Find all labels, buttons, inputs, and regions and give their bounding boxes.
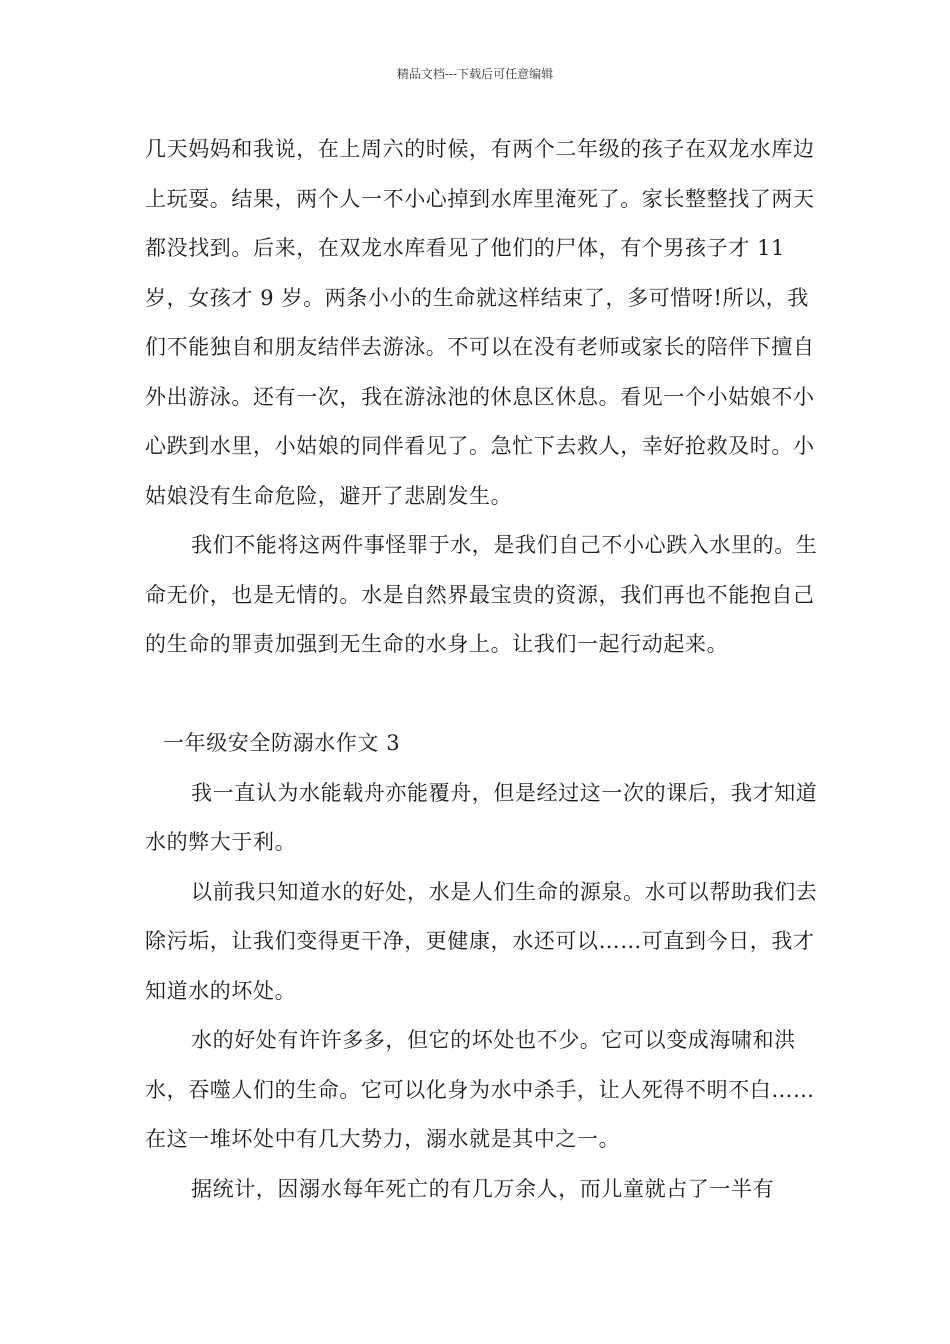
section-paragraph-3: 水的好处有许许多多，但它的坏处也不少。它可以变成海啸和洪水，吞噬人们的生命。它可以化身为水中杀手，让人死得不明不白……在这一堆坏处中有几大势力，溺水就是其中之一。 bbox=[145, 1028, 815, 1151]
document-body bbox=[145, 125, 825, 1214]
section-paragraph-4: 据统计，因溺水每年死亡的有几万余人，而儿童就占了一半有 bbox=[191, 1176, 775, 1201]
paragraph-1: 几天妈妈和我说，在上周六的时候，有两个二年级的孩子在双龙水库边上玩耍。结果，两个人一不小心掉到水库里淹死了。家长整整找了两天都没找到。后来，在双龙水库看见了他们的尸体，有个男孩子才 11 岁，女孩才 9 岁。两条小小的生命就这样结束了，多可惜呀!所以，我们不能独自和朋友结伴去游泳。不可以在没有老师或家长的陪伴下擅自外出游泳。还有一次，我在游泳池的休息区休息。看见一个小姑娘不小心跌到水里，小姑娘的同伴看见了。急忙下去救人，幸好抢救及时。小姑娘没有生命危险，避开了悲剧发生。 bbox=[145, 137, 815, 508]
paragraph-2: 我们不能将这两件事怪罪于水，是我们自己不小心跌入水里的。生命无价，也是无情的。水是自然界最宝贵的资源，我们再也不能抱自己的生命的罪责加强到无生命的水身上。让我们一起行动起来。 bbox=[145, 533, 818, 656]
section-title: 一年级安全防溺水作文 3 bbox=[163, 731, 401, 755]
section-paragraph-1: 我一直认为水能载舟亦能覆舟，但是经过这一次的课后，我才知道水的弊大于利。 bbox=[145, 780, 818, 854]
page-header: 精品文档---下载后可任意编辑 bbox=[396, 67, 554, 81]
section-paragraph-2: 以前我只知道水的好处，水是人们生命的源泉。水可以帮助我们去除污垢，让我们变得更干净，更健康，水还可以……可直到今日，我才知道水的坏处。 bbox=[145, 879, 818, 1003]
